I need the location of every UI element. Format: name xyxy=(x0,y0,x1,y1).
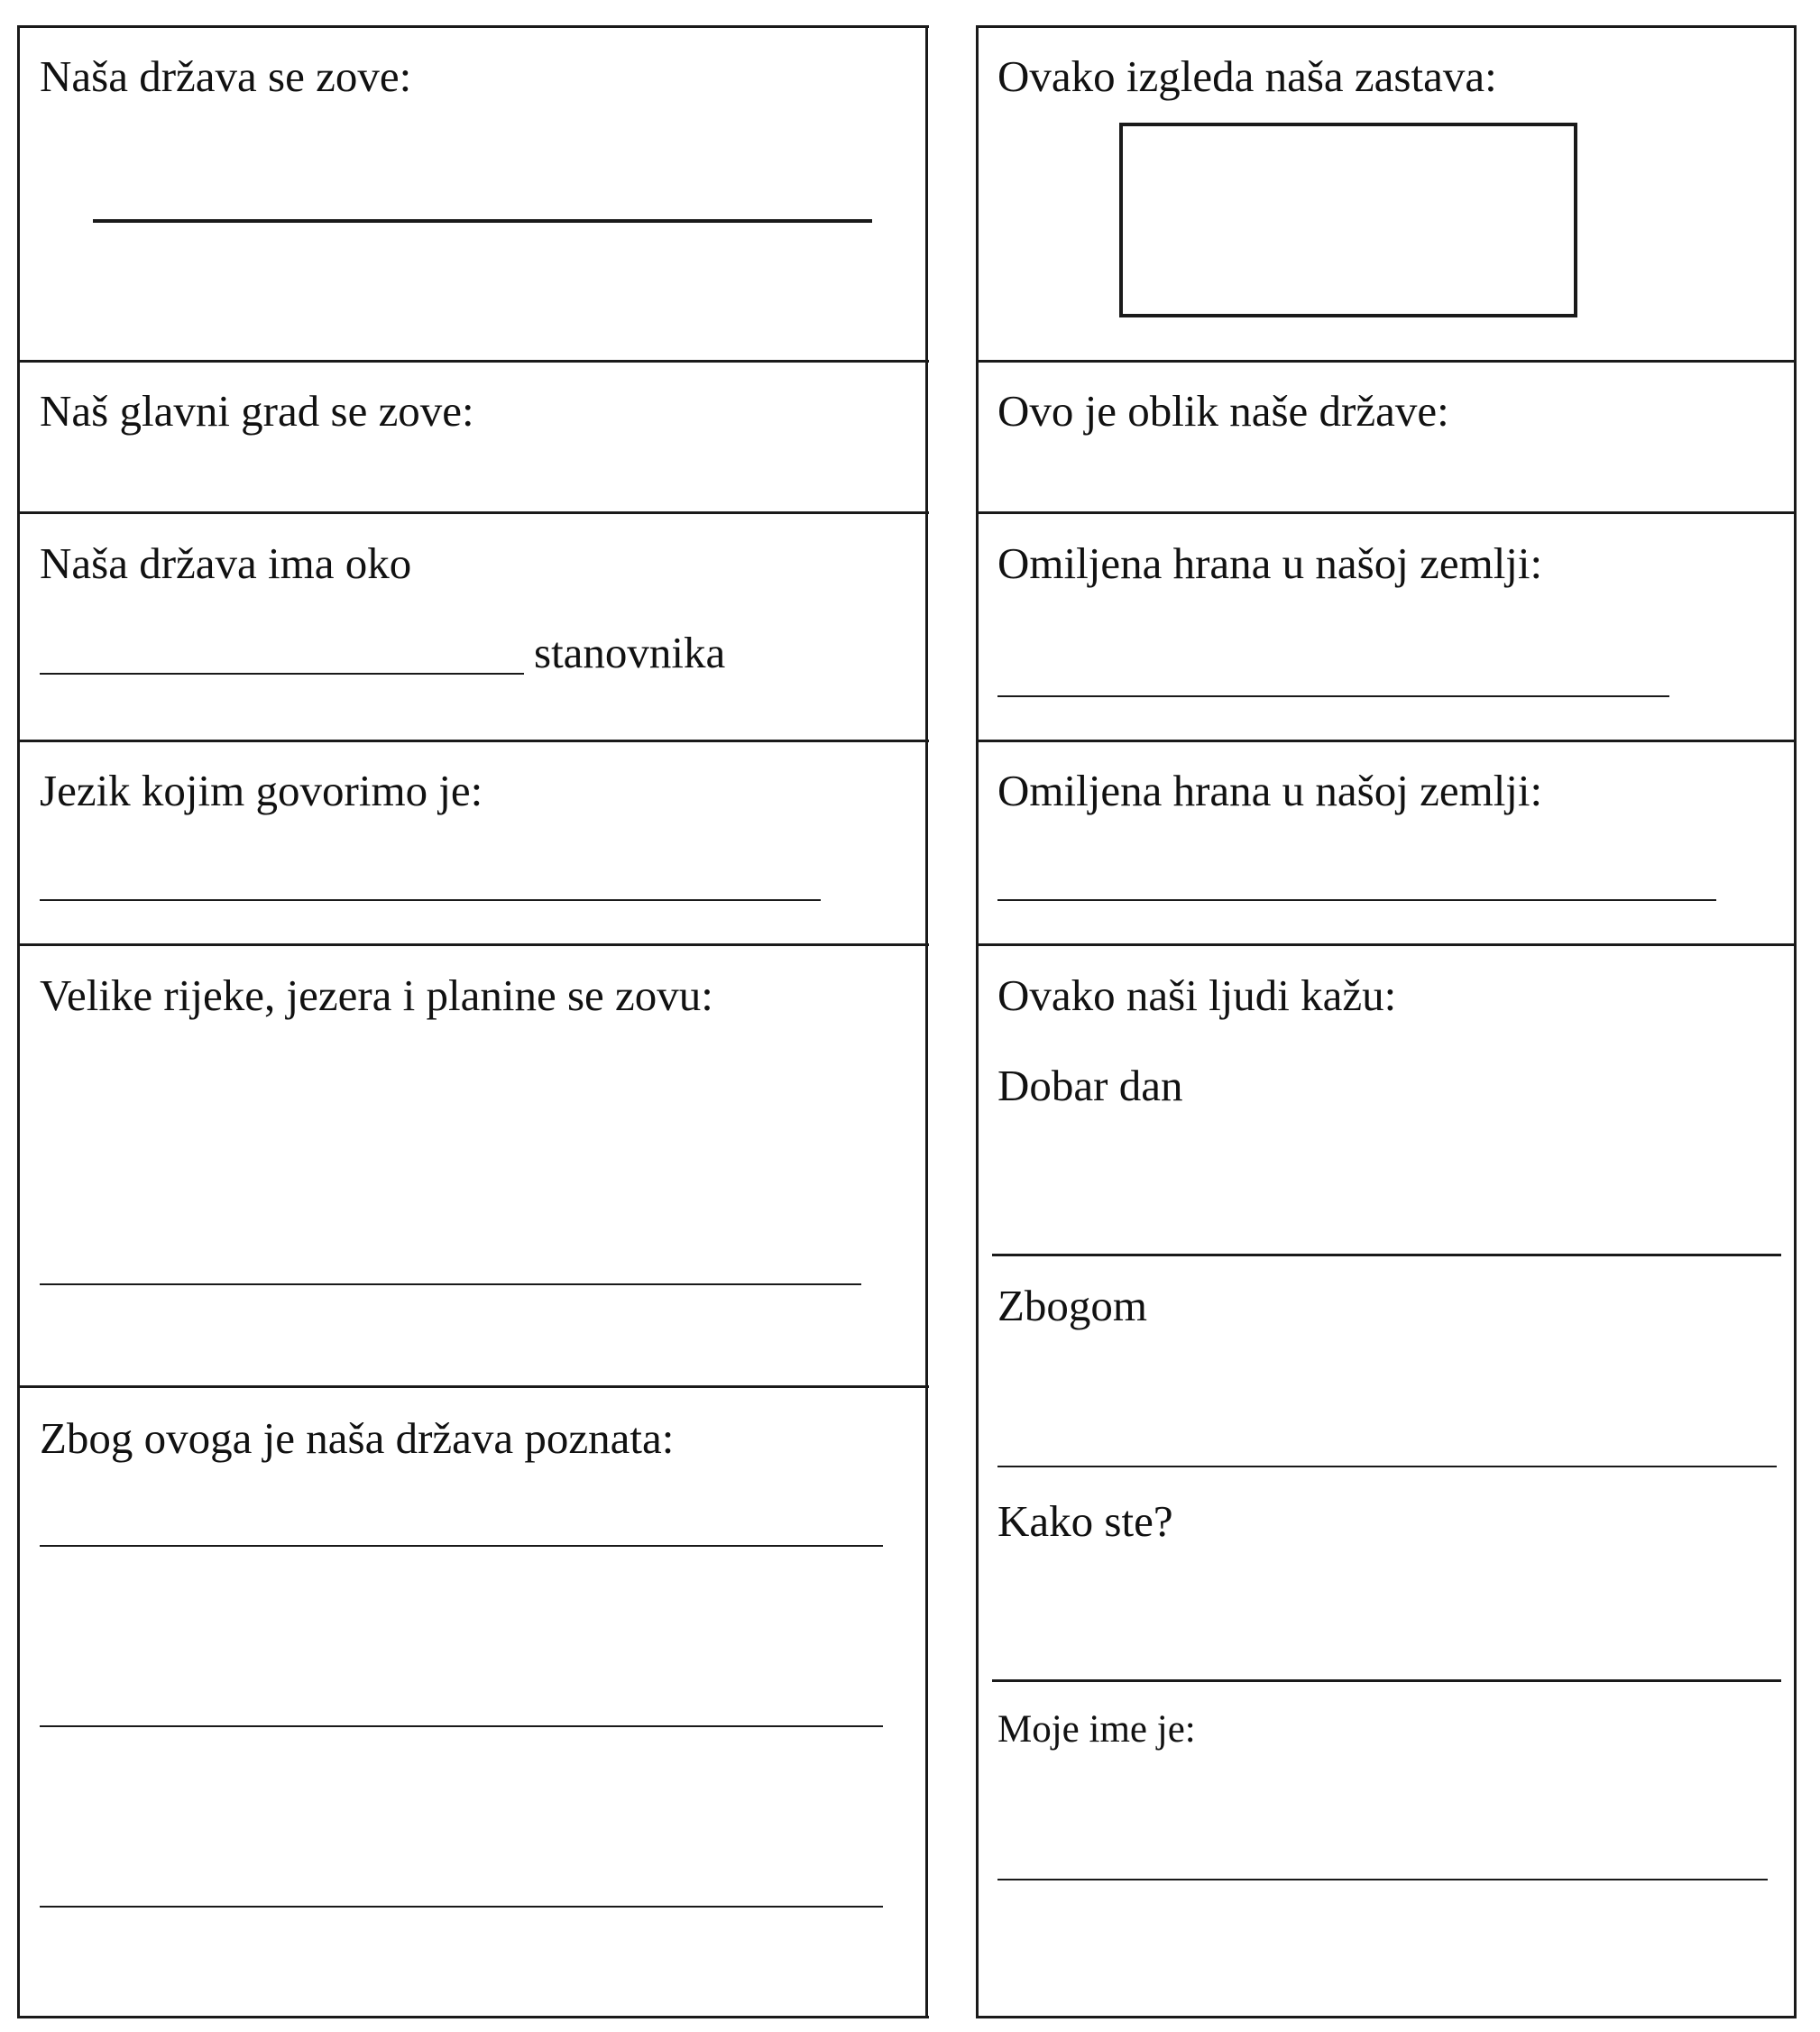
famous-for-answer-line-2[interactable] xyxy=(40,1725,883,1727)
right-divider-1 xyxy=(976,360,1797,363)
phrases-label: Ovako naši ljudi kažu: xyxy=(997,970,1397,1020)
right-column-border-top xyxy=(976,25,1797,28)
left-column-border-left xyxy=(17,25,20,2017)
geography-label: Velike rijeke, jezera i planine se zovu: xyxy=(40,970,713,1020)
food-1-answer-line[interactable] xyxy=(997,695,1669,697)
flag-drawing-box[interactable] xyxy=(1119,123,1577,317)
phrase-goodbye-answer-line[interactable] xyxy=(997,1466,1777,1467)
left-divider-1 xyxy=(17,360,929,363)
phrase-hello-label: Dobar dan xyxy=(997,1061,1183,1110)
left-column-border-top xyxy=(17,25,929,28)
left-column-border-bottom xyxy=(17,2016,929,2018)
food-2-answer-line[interactable] xyxy=(997,899,1716,901)
right-column-border-right xyxy=(1794,25,1797,2017)
famous-for-answer-line-1[interactable] xyxy=(40,1545,883,1547)
left-column-border-right xyxy=(925,25,928,2017)
geography-answer-line[interactable] xyxy=(40,1283,861,1285)
country-name-answer-line[interactable] xyxy=(93,219,872,223)
right-divider-3 xyxy=(976,740,1797,742)
right-divider-4 xyxy=(976,943,1797,946)
right-column-border-bottom xyxy=(976,2016,1797,2018)
right-divider-2 xyxy=(976,511,1797,514)
country-name-label: Naša država se zove: xyxy=(40,51,412,101)
famous-for-answer-line-3[interactable] xyxy=(40,1906,883,1908)
food-2-label: Omiljena hrana u našoj zemlji: xyxy=(997,766,1543,815)
phrase-hello-answer-line[interactable] xyxy=(992,1254,1781,1256)
language-label: Jezik kojim govorimo je: xyxy=(40,766,483,815)
phrase-my-name-label: Moje ime je: xyxy=(997,1708,1196,1751)
phrase-how-are-you-answer-line[interactable] xyxy=(992,1679,1781,1682)
phrase-my-name-answer-line[interactable] xyxy=(997,1879,1768,1880)
capital-label: Naš glavni grad se zove: xyxy=(40,386,474,436)
left-divider-3 xyxy=(17,740,929,742)
famous-for-label: Zbog ovoga je naša država poznata: xyxy=(40,1413,675,1463)
language-answer-line[interactable] xyxy=(40,899,821,901)
population-answer-line[interactable] xyxy=(40,673,524,675)
left-divider-5 xyxy=(17,1385,929,1388)
population-label: Naša država ima oko xyxy=(40,538,412,588)
left-divider-2 xyxy=(17,511,929,514)
shape-label: Ovo je oblik naše države: xyxy=(997,386,1449,436)
food-1-label: Omiljena hrana u našoj zemlji: xyxy=(997,538,1543,588)
phrase-how-are-you-label: Kako ste? xyxy=(997,1496,1173,1546)
right-column-border-left xyxy=(976,25,979,2017)
phrase-goodbye-label: Zbogom xyxy=(997,1281,1148,1330)
population-suffix: stanovnika xyxy=(534,628,726,677)
left-divider-4 xyxy=(17,943,929,946)
flag-label: Ovako izgleda naša zastava: xyxy=(997,51,1497,101)
